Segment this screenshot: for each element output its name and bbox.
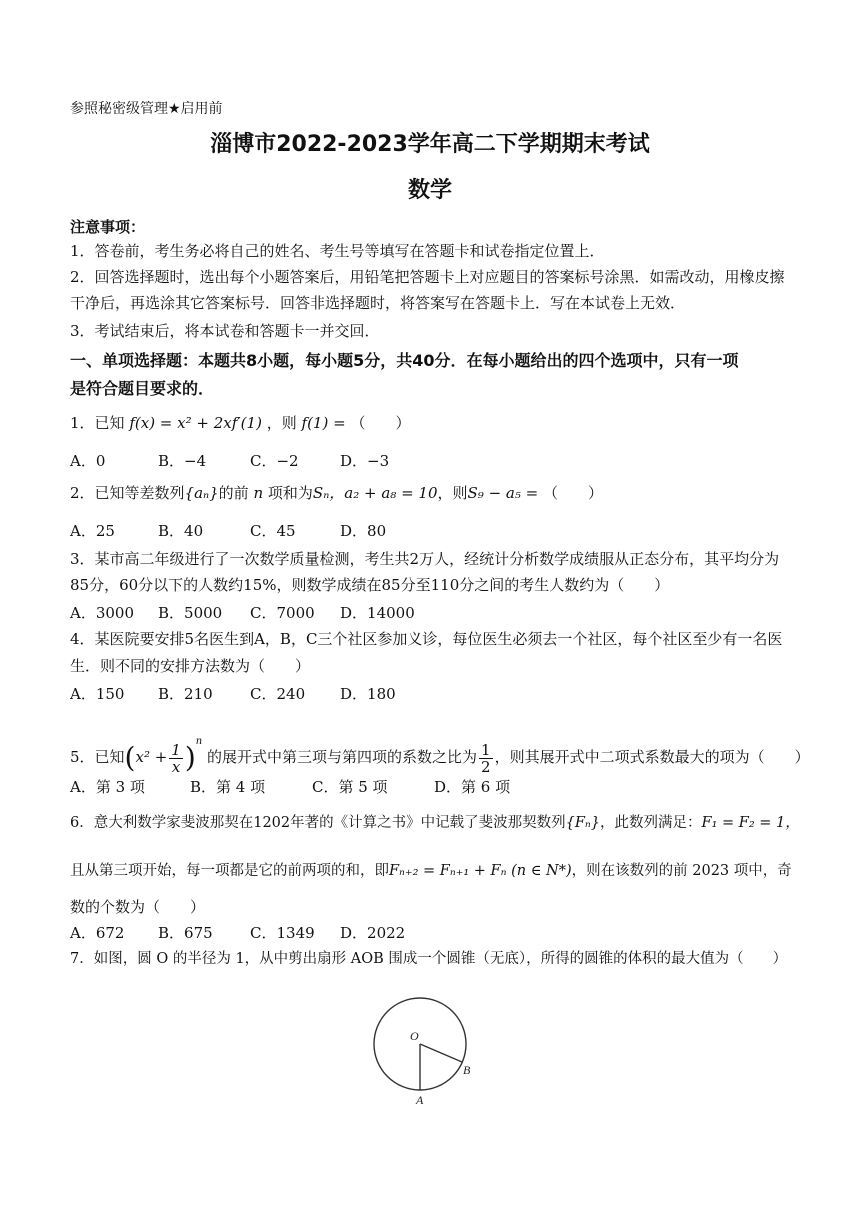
q5-base: x² + [135, 748, 168, 766]
notice-heading: 注意事项： [70, 218, 146, 236]
question-3-line2: 85分，60分以下的人数约15%，则数学成绩在85分至110分之间的考生人数约为（ ） [70, 576, 670, 594]
q4-options [70, 683, 794, 705]
q5-option-a: A．第 3 项 [70, 778, 145, 796]
section-heading-line2: 是符合题目要求的． [70, 379, 215, 398]
q1-mid: ，则 [266, 414, 297, 432]
q5-option-b: B．第 4 项 [190, 778, 266, 796]
q5-exponent: n [195, 736, 203, 747]
q1-answer-paren: （ ） [350, 414, 411, 432]
q2-ask: S₉ − a₅ = [467, 484, 539, 502]
q2-sequence: {aₙ} [184, 484, 219, 502]
q6-condition-1: F₁ = F₂ = 1， [701, 815, 800, 831]
q2-mid3: ，则 [437, 484, 468, 502]
q6-line1: 6．意大利数学家斐波那契在1202年著的《计算之书》中记载了斐波那契数列 [70, 815, 566, 831]
question-7-line1: 7．如图，圆 O 的半径为 1，从中剪出扇形 AOB 围成一个圆锥（无底），所得的圆锥的体积的最大值为（ ） [70, 951, 788, 967]
q3-option-d: D．14000 [340, 604, 415, 622]
question-6-line3: 数的个数为（ ） [70, 898, 206, 916]
q6-condition-2: Fₙ₊₂ = Fₙ₊₁ + Fₙ (n ∈ N*) [389, 863, 572, 879]
q3-option-b: B．5000 [158, 604, 223, 622]
question-6-line1 [70, 812, 800, 834]
q5-fraction-numerator: 1 [171, 740, 181, 759]
q5-open-paren: ( [124, 741, 136, 774]
q1-expression: f(x) = x² + 2xf′(1) [129, 414, 262, 432]
q2-sn: Sₙ [312, 484, 330, 502]
secret-level-label: 参照秘密级管理★启用前 [70, 101, 223, 117]
q5-option-d: D．第 6 项 [434, 778, 511, 796]
q2-mid2: 项和为 [267, 484, 313, 502]
q4-option-d: D．180 [340, 685, 396, 703]
q2-prefix: 2．已知等差数列 [70, 484, 185, 502]
q6-sequence: {Fₙ} [565, 815, 601, 831]
exam-title: 淄博市2022-2023学年高二下学期期末考试 [210, 132, 650, 157]
q6-line1b: ，此数列满足： [600, 815, 702, 831]
q2-mid1: 的前 [218, 484, 249, 502]
notice-item-2b: 干净后，再选涂其它答案标号．回答非选择题时，将答案写在答题卡上．写在本试卷上无效． [70, 294, 686, 312]
q3-option-c: C．7000 [250, 604, 315, 622]
q6-line2: 且从第三项开始，每一项都是它的前两项的和，即 [70, 863, 389, 879]
q5-suffix: ，则其展开式中二项式系数最大的项为（ ） [494, 748, 810, 766]
q4-option-c: C．240 [250, 685, 306, 703]
q5-ratio-denominator: 2 [481, 757, 491, 776]
q6-option-c: C．1349 [250, 924, 315, 942]
q4-option-b: B．210 [158, 685, 213, 703]
q6-option-b: B．675 [158, 924, 213, 942]
q5-ratio-numerator: 1 [481, 740, 491, 759]
q6-option-a: A．672 [70, 924, 125, 942]
q1-option-a: A．0 [70, 452, 106, 470]
question-1 [70, 412, 794, 434]
question-6-line2 [70, 860, 794, 882]
q5-mid: 的展开式中第三项与第四项的系数之比为 [207, 748, 478, 766]
q1-option-b: B．−4 [158, 452, 207, 470]
notice-item-2a: 2．回答选择题时，选出每个小题答案后，用铅笔把答题卡上对应题目的答案标号涂黑．如需改动，用橡皮擦 [70, 268, 785, 286]
q2-n: n [253, 484, 264, 502]
q2-options [70, 520, 794, 542]
q2-option-d: D．80 [340, 522, 387, 540]
question-3-line1: 3．某市高二年级进行了一次数学质量检测，考生共2万人，经统计分析数学成绩服从正态分布，其平均分为 [70, 550, 780, 568]
q5-fraction-denominator: x [171, 757, 181, 776]
question-2 [70, 482, 794, 504]
label-a: A [416, 1093, 424, 1106]
radius-ob [420, 1044, 462, 1062]
q2-condition: ，a₂ + a₈ = 10 [329, 484, 438, 502]
q3-option-a: A．3000 [70, 604, 135, 622]
q6-option-d: D．2022 [340, 924, 406, 942]
q3-options [70, 602, 794, 624]
subject-title: 数学 [407, 178, 452, 203]
question-4-line2: 生．则不同的安排方法数为（ ） [70, 657, 311, 675]
q5-option-c: C．第 5 项 [312, 778, 388, 796]
q5-prefix: 5．已知 [70, 748, 125, 766]
label-o: O [410, 1029, 419, 1043]
q5-close-paren: ) [184, 741, 196, 774]
q2-answer-paren: （ ） [542, 484, 603, 502]
q2-option-c: C．45 [250, 522, 296, 540]
q2-option-a: A．25 [70, 522, 115, 540]
q1-option-c: C．−2 [250, 452, 299, 470]
section-heading-line1: 一、单项选择题：本题共8小题，每小题5分，共40分．在每小题给出的四个选项中，只有一项 [70, 351, 739, 370]
q6-options [70, 922, 794, 944]
circle-sector-figure [370, 994, 480, 1106]
notice-item-3: 3．考试结束后，将本试卷和答题卡一并交回． [70, 322, 380, 340]
q4-option-a: A．150 [70, 685, 125, 703]
question-5 [70, 720, 810, 780]
q5-fraction [169, 742, 183, 775]
q5-options [70, 776, 794, 798]
notice-item-1: 1．答卷前，考生务必将自己的姓名、考生号等填写在答题卡和试卷指定位置上． [70, 242, 605, 260]
q1-option-d: D．−3 [340, 452, 390, 470]
q6-line2b: ，则在该数列的前 2023 项中，奇 [571, 863, 792, 879]
q1-prefix: 1．已知 [70, 414, 125, 432]
label-b: B [463, 1063, 471, 1077]
q1-expression-2: f(1) = [301, 414, 346, 432]
question-4-line1: 4．某医院要安排5名医生到A，B，C三个社区参加义诊，每位医生必须去一个社区，每个社区至少有一名医 [70, 630, 783, 648]
q2-option-b: B．40 [158, 522, 204, 540]
q1-options [70, 450, 794, 472]
q5-ratio [479, 742, 493, 775]
